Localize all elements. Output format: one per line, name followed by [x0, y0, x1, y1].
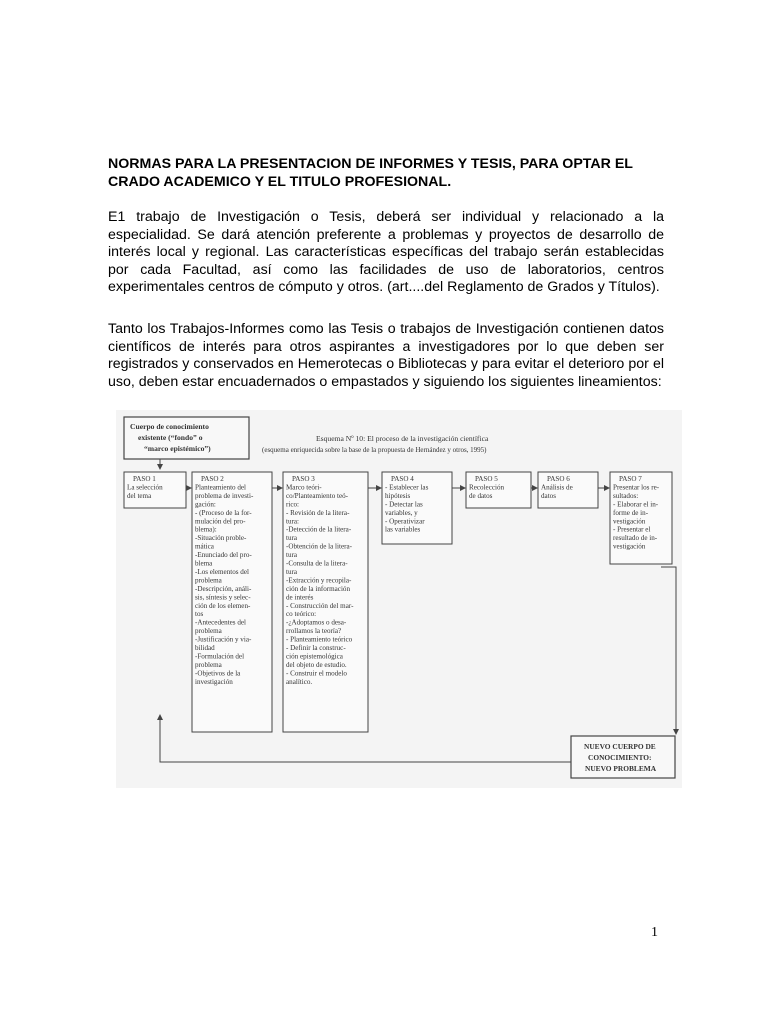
- step-box-line: -Consulta de la litera-: [286, 559, 348, 568]
- step-box-line: variables, y: [385, 508, 418, 517]
- start-box-line: Cuerpo de conocimiento: [130, 422, 209, 431]
- step-box-line: - Planteamiento teórico: [286, 635, 353, 644]
- step-box-line: -Formulación del: [195, 652, 245, 661]
- step-box-line: - Definir la construc-: [286, 644, 346, 652]
- step-box-line: tura: [286, 567, 298, 576]
- step-box-7: [610, 472, 672, 564]
- step-box-line: ción epistemológica: [286, 652, 343, 661]
- step-box-line: - Detectar las: [385, 500, 423, 509]
- step-box-line: Planteamiento del: [195, 483, 247, 492]
- step-box-line: rico:: [286, 500, 299, 509]
- step-box-line: las variables: [385, 525, 421, 534]
- end-box-line: CONOCIMIENTO:: [588, 753, 652, 762]
- step-box-line: tura: [286, 534, 298, 543]
- step-box-line: problema: [195, 660, 222, 669]
- step-box-4: [382, 472, 452, 544]
- step-box-line: co teórico:: [286, 610, 317, 619]
- step-box-line: -Obtención de la litera-: [286, 542, 352, 551]
- step-box-line: - Construir el modelo: [286, 669, 347, 678]
- step-box-line: La selección: [127, 483, 163, 492]
- step-box-line: tura:: [286, 517, 299, 526]
- step-box-line: datos: [541, 491, 556, 500]
- step-box-line: -Detección de la litera-: [286, 525, 352, 534]
- step-box-2: [192, 472, 272, 732]
- step-box-line: blema):: [195, 525, 217, 534]
- start-box-line: existente (“fondo” o: [138, 433, 203, 442]
- step-box-line: de interés: [286, 593, 314, 602]
- paragraph-guidelines: Tanto los Trabajos-Informes como las Tesis o trabajos de Investigación contienen datos científicos de interés para otros aspirantes a investigadores por lo que deben ser registrados y conservados en Hemerotecas o Bibliotecas y para evitar el deterioro por el uso, deben estar encuadernados o empastados y siguiendo los siguientes lineamientos:: [108, 321, 664, 390]
- step-box-line: - (Proceso de la for-: [195, 508, 252, 517]
- step-box-line: -Objetivos de la: [195, 669, 241, 678]
- step-box-line: vestigación: [613, 542, 646, 551]
- step-box-5: [466, 472, 531, 508]
- step-box-line: ción de los elemen-: [195, 601, 251, 610]
- step-box-line: -Antecedentes del: [195, 618, 247, 627]
- step-box-line: bilidad: [195, 644, 215, 652]
- page-number: 1: [651, 925, 658, 940]
- step-box-line: ción de la información: [286, 584, 351, 593]
- step-box-line: problema de investi-: [195, 491, 254, 500]
- step-box-line: PASO 4: [391, 475, 414, 483]
- step-box-line: forme de in-: [613, 508, 649, 517]
- step-box-line: - Elaborar el in-: [613, 500, 659, 509]
- step-box-line: Recolección: [469, 483, 505, 492]
- step-box-line: -Situación proble-: [195, 534, 247, 543]
- step-box-line: Presentar los re-: [613, 483, 660, 492]
- step-box-line: co/Planteamiento teó-: [286, 491, 349, 500]
- step-box-line: PASO 1: [133, 475, 156, 483]
- step-box-line: hipótesis: [385, 491, 411, 500]
- end-box-line: NUEVO PROBLEMA: [585, 764, 657, 773]
- step-box-line: - Construcción del mar-: [286, 601, 354, 610]
- step-box-line: sis, síntesis y selec-: [195, 593, 251, 602]
- step-box-line: -Enunciado del pro-: [195, 551, 252, 560]
- step-box-line: investigación: [195, 677, 233, 686]
- step-box-line: tura: [286, 551, 298, 560]
- step-box-line: -Los elementos del: [195, 567, 249, 576]
- step-box-line: PASO 2: [201, 475, 224, 483]
- step-box-line: PASO 6: [547, 475, 570, 483]
- step-box-line: tos: [195, 610, 204, 619]
- step-box-line: resultado de in-: [613, 534, 658, 543]
- step-box-line: PASO 3: [292, 475, 315, 483]
- step-box-line: de datos: [469, 491, 493, 500]
- step-box-line: gación:: [195, 500, 216, 509]
- step-box-line: PASO 7: [619, 475, 642, 483]
- step-box-6: [538, 472, 598, 508]
- diagram-caption-line: Esquema Nº 10: El proceso de la investigación científica: [316, 434, 489, 443]
- step-box-line: sultados:: [613, 491, 639, 500]
- step-box-line: rrollamos la teoría?: [286, 627, 342, 636]
- document-title: NORMAS PARA LA PRESENTACION DE INFORMES Y TESIS, PARA OPTAR EL CRADO ACADEMICO Y EL TITULO PROFESIONAL.: [108, 156, 633, 190]
- step-box-line: - Establecer las: [385, 483, 429, 492]
- step-box-line: Análisis de: [541, 483, 573, 492]
- step-box-line: problema: [195, 627, 222, 636]
- step-box-line: - Operativizar: [385, 517, 425, 526]
- diagram-caption-line: (esquema enriquecida sobre la base de la propuesta de Hernández y otros, 1995): [262, 446, 487, 454]
- step-box-line: mulación del pro-: [195, 517, 246, 526]
- research-process-diagram: [116, 410, 682, 788]
- step-box-line: -¿Adoptamos o desa-: [286, 618, 347, 627]
- step-box-line: - Presentar el: [613, 525, 651, 534]
- end-box-line: NUEVO CUERPO DE: [584, 742, 656, 751]
- step-box-line: mática: [195, 542, 214, 551]
- step-box-line: -Descripción, análi-: [195, 584, 252, 593]
- step-box-line: -Extracción y recopila-: [286, 576, 352, 585]
- step-box-line: - Revisión de la litera-: [286, 508, 350, 517]
- diagram-canvas: [116, 410, 682, 788]
- start-box-line: “marco epistémico”): [144, 444, 211, 453]
- steps-group: [124, 472, 672, 732]
- step-box-line: del objeto de estudio.: [286, 660, 347, 669]
- step-box-line: -Justificación y via-: [195, 635, 252, 644]
- step-box-line: PASO 5: [475, 475, 498, 483]
- step-box-line: problema: [195, 576, 222, 585]
- step-box-line: analítico.: [286, 677, 313, 686]
- step-box-1: [124, 472, 186, 508]
- step-box-line: blema: [195, 559, 213, 568]
- step-box-line: del tema: [127, 491, 152, 500]
- step-box-line: Marco teóri-: [286, 483, 322, 492]
- step-box-line: vestigación: [613, 517, 646, 526]
- paragraph-intro: E1 trabajo de Investigación o Tesis, deberá ser individual y relacionado a la especialidad. Se dará atención preferente a problemas y proyectos de desarrollo de interés local y regional. Las características específicas del trabajo serán establecidas por cada Facultad, así como las facilidades de uso de laboratorios, centros experimentales centros de cómputo y otros. (art....del Reglamento de Grados y Títulos).: [108, 209, 664, 296]
- step-box-3: [283, 472, 368, 732]
